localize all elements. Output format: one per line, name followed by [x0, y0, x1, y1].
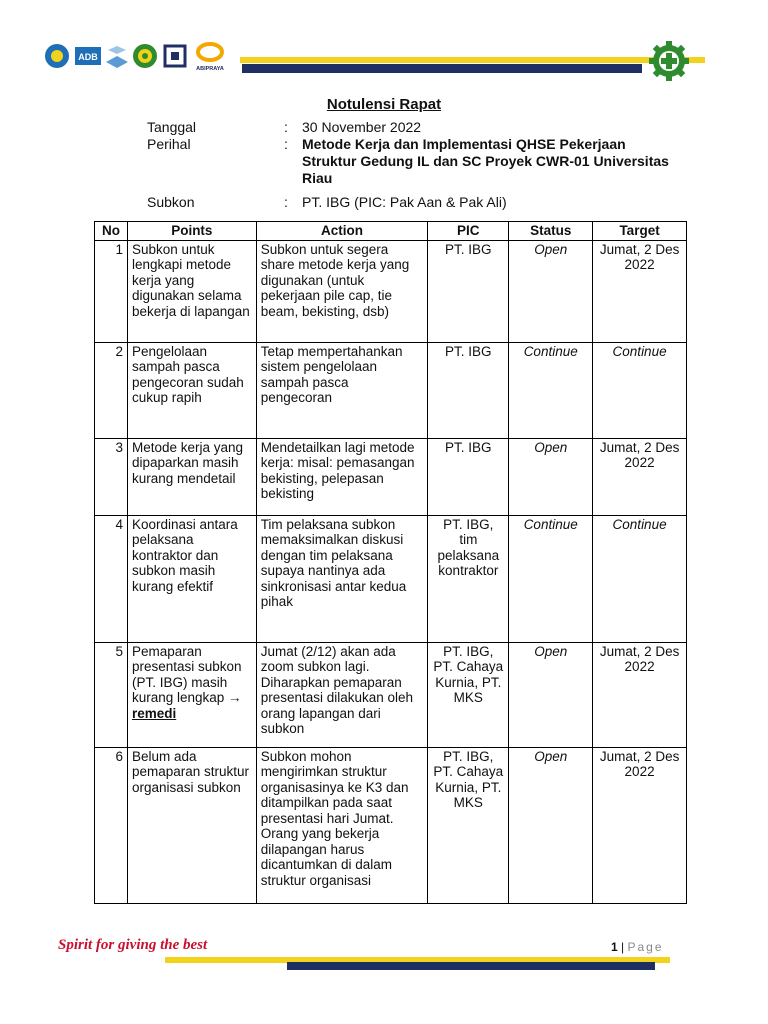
cell-pic: PT. IBG, tim pelaksana kontraktor [428, 515, 509, 642]
book-logo [104, 42, 130, 70]
abipraya-logo-text: ABIPRAYA [196, 66, 224, 72]
univ-riau-logo [132, 42, 158, 70]
cell-pic: PT. IBG, PT. Cahaya Kurnia, PT. MKS [428, 642, 509, 747]
cell-points [127, 642, 256, 747]
table-row [95, 438, 687, 515]
abipraya-logo [192, 42, 228, 72]
meta-colon: : [284, 194, 288, 210]
perihal-value: Metode Kerja dan Implementasi QHSE Pekerjaan Struktur Gedung IL dan SC Proyek CWR-01 Universitas Riau [302, 136, 669, 186]
cell-points: Pengelolaan sampah pasca pengecoran sudah cukup rapih [127, 342, 256, 438]
kemendikbud-logo [44, 42, 70, 70]
cell-no: 1 [95, 240, 128, 342]
minutes-table [94, 221, 687, 904]
frame-logo [162, 42, 188, 70]
subkon-value: PT. IBG (PIC: Pak Aan & Pak Ali) [302, 194, 507, 210]
page-separator: | [621, 940, 625, 954]
column-header-action: Action [256, 222, 428, 241]
cell-pic: PT. IBG, PT. Cahaya Kurnia, PT. MKS [428, 747, 509, 903]
page-title: Notulensi Rapat [326, 96, 442, 113]
cell-target: Jumat, 2 Des 2022 [593, 240, 687, 342]
column-header-status: Status [509, 222, 593, 241]
cell-points: Subkon untuk lengkapi metode kerja yang digunakan selama bekerja di lapangan [127, 240, 256, 342]
cell-points: Metode kerja yang dipaparkan masih kurang mendetail [127, 438, 256, 515]
safety-gear-icon [648, 40, 690, 82]
meeting-meta [147, 119, 707, 211]
table-row [95, 342, 687, 438]
cell-pic: PT. IBG [428, 240, 509, 342]
cell-status: Continue [509, 515, 593, 642]
table-header-row [95, 222, 687, 241]
cell-target: Continue [593, 342, 687, 438]
cell-target: Jumat, 2 Des 2022 [593, 642, 687, 747]
cell-no: 5 [95, 642, 128, 747]
perihal-label: Perihal [147, 136, 191, 152]
cell-points-text: Pemaparan presentasi subkon (PT. IBG) masih kurang lengkap → [131, 643, 242, 705]
remedi-emphasis: remedi [131, 705, 177, 721]
cell-target: Continue [593, 515, 687, 642]
column-header-pic: PIC [428, 222, 509, 241]
page-number [611, 940, 664, 954]
meta-colon: : [284, 119, 288, 135]
cell-action: Tetap mempertahankan sistem pengelolaan sampah pasca pengecoran [256, 342, 428, 438]
cell-no: 6 [95, 747, 128, 903]
footer-slogan: Spirit for giving the best [58, 937, 208, 953]
cell-target: Jumat, 2 Des 2022 [593, 438, 687, 515]
cell-status: Open [509, 747, 593, 903]
cell-status: Continue [509, 342, 593, 438]
tanggal-value: 30 November 2022 [302, 119, 422, 135]
table-row [95, 747, 687, 903]
column-header-target: Target [593, 222, 687, 241]
cell-action: Subkon mohon mengirimkan struktur organisasinya ke K3 dan ditampilkan pada saat presentasi hari Jumat. Orang yang bekerja dilapangan harus dicantumkan di dalam struktur organisasi [256, 747, 428, 903]
cell-pic: PT. IBG [428, 438, 509, 515]
cell-target: Jumat, 2 Des 2022 [593, 747, 687, 903]
cell-points: Koordinasi antara pelaksana kontraktor dan subkon masih kurang efektif [127, 515, 256, 642]
cell-no: 3 [95, 438, 128, 515]
cell-no: 4 [95, 515, 128, 642]
subkon-label: Subkon [147, 194, 195, 210]
cell-points: Belum ada pemaparan struktur organisasi subkon [127, 747, 256, 903]
table-row [95, 642, 687, 747]
meta-colon: : [284, 136, 288, 152]
cell-action: Subkon untuk segera share metode kerja yang digunakan (untuk pekerjaan pile cap, tie beam, bekisting, dsb) [256, 240, 428, 342]
tanggal-label: Tanggal [147, 119, 197, 135]
cell-status: Open [509, 642, 593, 747]
header-navy-bar [242, 64, 642, 73]
cell-pic: PT. IBG [428, 342, 509, 438]
adb-logo [74, 42, 102, 70]
table-row [95, 515, 687, 642]
column-header-points: Points [127, 222, 256, 241]
page-number-value: 1 [611, 940, 618, 954]
cell-status: Open [509, 438, 593, 515]
column-header-no: No [95, 222, 128, 241]
page-label: Page [627, 940, 664, 954]
cell-status: Open [509, 240, 593, 342]
header-logos [44, 42, 234, 72]
table-row [95, 240, 687, 342]
footer-navy-bar [287, 962, 655, 970]
cell-action: Tim pelaksana subkon memaksimalkan diskusi dengan tim pelaksana supaya nantinya ada sinkronisasi antar kedua pihak [256, 515, 428, 642]
adb-logo-text: ADB [78, 52, 98, 62]
cell-no: 2 [95, 342, 128, 438]
cell-action: Mendetailkan lagi metode kerja: misal: pemasangan bekisting, pelepasan bekisting [256, 438, 428, 515]
cell-action: Jumat (2/12) akan ada zoom subkon lagi. Diharapkan pemaparan presentasi dilakukan oleh orang lapangan dari subkon [256, 642, 428, 747]
header-yellow-bar [240, 57, 705, 63]
